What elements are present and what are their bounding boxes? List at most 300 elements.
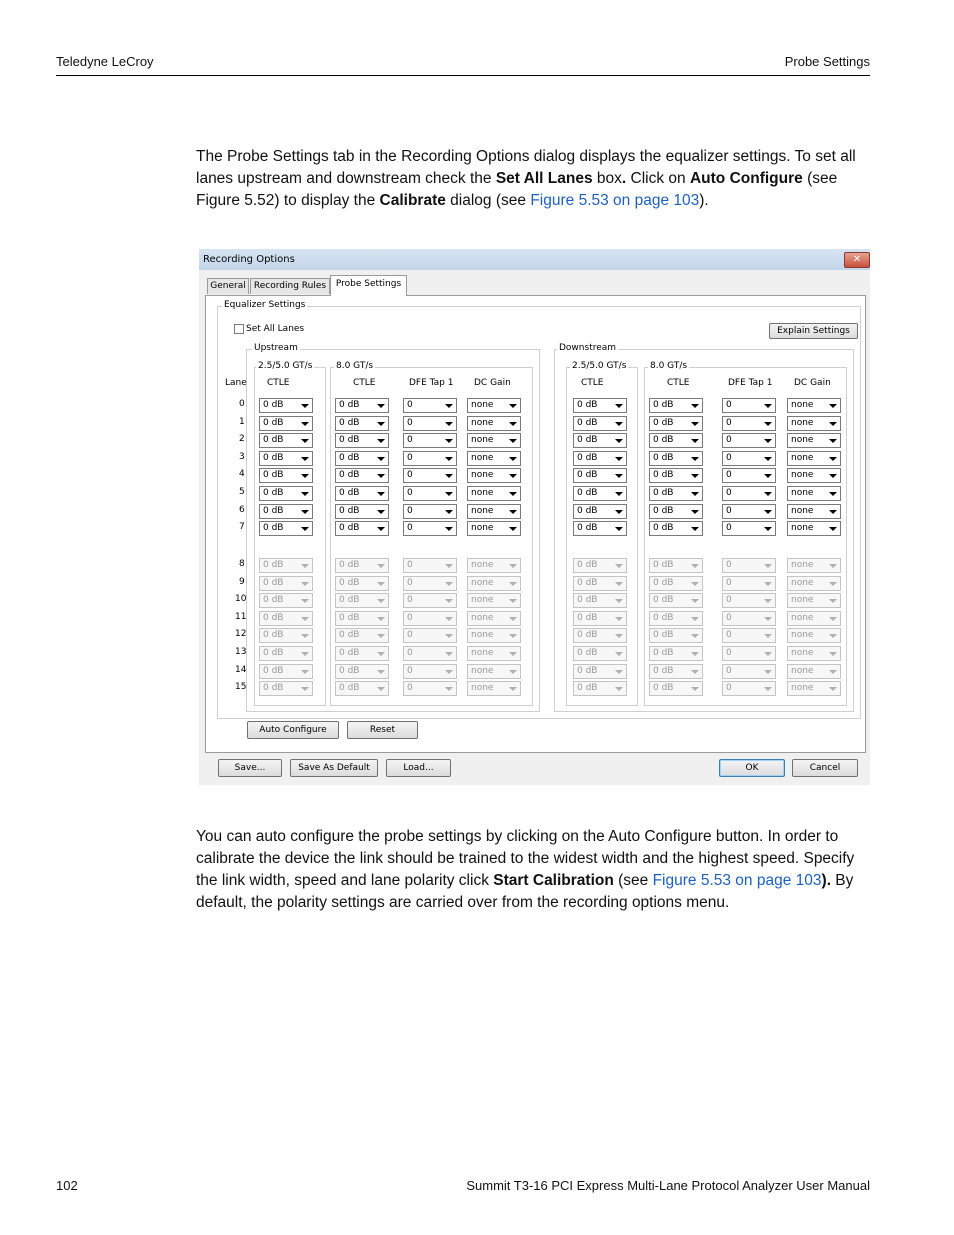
dropdown-value: 0 dB <box>339 417 360 428</box>
chevron-down-icon <box>509 582 517 586</box>
upstream-dropdown <box>259 646 313 661</box>
downstream-dropdown <box>573 628 627 643</box>
chevron-down-icon <box>691 492 699 496</box>
dropdown-value: 0 <box>407 648 413 658</box>
chevron-down-icon <box>691 527 699 531</box>
page-number: 102 <box>56 1178 78 1193</box>
upstream-dropdown[interactable] <box>259 416 313 431</box>
downstream-dropdown[interactable] <box>649 416 703 431</box>
chevron-down-icon <box>764 670 772 674</box>
downstream-dropdown <box>722 681 776 696</box>
chevron-down-icon <box>615 634 623 638</box>
upstream-dropdown <box>259 593 313 608</box>
dropdown-value: 0 dB <box>339 488 360 498</box>
dropdown-value: 0 dB <box>263 417 284 428</box>
downstream-dropdown[interactable] <box>787 398 841 413</box>
chevron-down-icon <box>829 652 837 656</box>
downstream-dropdown[interactable] <box>573 433 627 448</box>
dropdown-value: 0 <box>407 400 413 410</box>
set-all-lanes-checkbox[interactable] <box>234 324 244 334</box>
downstream-dropdown[interactable] <box>722 468 776 483</box>
upstream-dropdown[interactable] <box>335 398 389 413</box>
chevron-down-icon <box>445 617 453 621</box>
dropdown-value: 0 dB <box>263 470 284 481</box>
chevron-down-icon <box>691 582 699 586</box>
chevron-down-icon <box>377 510 385 514</box>
dropdown-value: none <box>471 400 494 410</box>
upstream-dropdown[interactable] <box>259 504 313 519</box>
upstream-dropdown <box>403 611 457 626</box>
chevron-down-icon <box>829 404 837 408</box>
dropdown-value: 0 dB <box>263 595 284 606</box>
upstream-dropdown[interactable] <box>467 433 521 448</box>
set-all-lanes-label: Set All Lanes <box>246 324 305 334</box>
chevron-down-icon <box>764 634 772 638</box>
upstream-dropdown[interactable] <box>467 416 521 431</box>
chevron-down-icon <box>764 599 772 603</box>
upstream-dropdown[interactable] <box>403 451 457 466</box>
dropdown-value: 0 dB <box>577 612 598 623</box>
downstream-dropdown[interactable] <box>649 433 703 448</box>
chevron-down-icon <box>301 474 309 478</box>
chevron-down-icon <box>509 439 517 443</box>
downstream-col-header: DC Gain <box>794 378 831 388</box>
upstream-dropdown <box>259 681 313 696</box>
downstream-dropdown[interactable] <box>722 433 776 448</box>
upstream-dropdown[interactable] <box>335 433 389 448</box>
dropdown-value: 0 <box>407 523 413 534</box>
chevron-down-icon <box>829 670 837 674</box>
downstream-dropdown[interactable] <box>722 521 776 536</box>
chevron-down-icon <box>615 687 623 691</box>
downstream-dropdown[interactable] <box>787 451 841 466</box>
chevron-down-icon <box>615 670 623 674</box>
downstream-col-header: CTLE <box>667 378 690 388</box>
chevron-down-icon <box>445 492 453 496</box>
dropdown-value: 0 dB <box>339 665 360 676</box>
dropdown-value: 0 dB <box>263 488 284 498</box>
upstream-dropdown[interactable] <box>259 468 313 483</box>
upstream-dropdown <box>335 611 389 626</box>
dropdown-value: none <box>791 452 814 463</box>
save-as-default-button[interactable]: Save As Default <box>290 759 378 777</box>
upstream-dropdown <box>467 593 521 608</box>
chevron-down-icon <box>615 474 623 478</box>
dropdown-value: 0 <box>726 630 732 641</box>
downstream-dropdown <box>649 628 703 643</box>
explain-settings-button[interactable]: Explain Settings <box>769 323 858 339</box>
chevron-down-icon <box>377 687 385 691</box>
downstream-dropdown <box>573 576 627 591</box>
dropdown-value: 0 <box>726 400 732 410</box>
upstream-dropdown <box>403 664 457 679</box>
chevron-down-icon <box>301 564 309 568</box>
dropdown-value: 0 dB <box>263 577 284 588</box>
dropdown-value: 0 <box>726 452 732 463</box>
chevron-down-icon <box>829 582 837 586</box>
chevron-down-icon <box>445 404 453 408</box>
downstream-dropdown[interactable] <box>649 521 703 536</box>
chevron-down-icon <box>764 474 772 478</box>
dropdown-value: 0 dB <box>653 612 674 623</box>
dropdown-value: 0 <box>407 435 413 446</box>
chevron-down-icon <box>691 510 699 514</box>
chevron-down-icon <box>829 634 837 638</box>
downstream-dropdown[interactable] <box>649 486 703 501</box>
upstream-dropdown <box>467 681 521 696</box>
dropdown-value: 0 dB <box>577 595 598 606</box>
upstream-label: Upstream <box>254 343 298 353</box>
chevron-down-icon <box>301 510 309 514</box>
upstream-dropdown[interactable] <box>335 521 389 536</box>
auto-configure-button[interactable]: Auto Configure <box>247 721 339 739</box>
cancel-button[interactable]: Cancel <box>792 759 858 777</box>
upstream-col-header: DFE Tap 1 <box>409 378 454 388</box>
chevron-down-icon <box>764 457 772 461</box>
reset-button[interactable]: Reset <box>347 721 418 739</box>
chevron-down-icon <box>829 422 837 426</box>
chevron-down-icon <box>377 634 385 638</box>
upstream-dropdown[interactable] <box>259 451 313 466</box>
upstream-dropdown[interactable] <box>403 486 457 501</box>
upstream-col-header: CTLE <box>267 378 290 388</box>
upstream-dropdown <box>259 576 313 591</box>
lane-number: 6 <box>239 504 245 515</box>
dropdown-value: none <box>471 488 494 498</box>
upstream-dropdown[interactable] <box>467 521 521 536</box>
dropdown-value: 0 dB <box>577 417 598 428</box>
dropdown-value: 0 dB <box>263 400 284 410</box>
chevron-down-icon <box>509 687 517 691</box>
downstream-dropdown <box>722 646 776 661</box>
chevron-down-icon <box>691 634 699 638</box>
upstream-dropdown <box>467 628 521 643</box>
downstream-dropdown[interactable] <box>573 398 627 413</box>
dropdown-value: 0 dB <box>339 505 360 516</box>
tab-probe-settings[interactable]: Probe Settings <box>330 275 407 296</box>
downstream-dropdown[interactable] <box>787 433 841 448</box>
upstream-dropdown[interactable] <box>403 504 457 519</box>
dropdown-value: none <box>791 648 814 658</box>
chevron-down-icon <box>615 564 623 568</box>
lane-number: 15 <box>235 682 247 693</box>
dropdown-value: 0 <box>407 417 413 428</box>
ok-button[interactable]: OK <box>719 759 785 777</box>
lane-number: 3 <box>239 451 245 462</box>
dropdown-value: 0 <box>726 648 732 658</box>
downstream-dropdown[interactable] <box>573 468 627 483</box>
chevron-down-icon <box>615 582 623 586</box>
upstream-dropdown <box>335 558 389 573</box>
dropdown-value: 0 dB <box>653 577 674 588</box>
downstream-dropdown[interactable] <box>649 451 703 466</box>
upstream-dropdown[interactable] <box>259 486 313 501</box>
dropdown-value: 0 <box>407 612 413 623</box>
dropdown-value: 0 dB <box>577 470 598 481</box>
dropdown-value: 0 dB <box>577 452 598 463</box>
dropdown-value: 0 <box>407 452 413 463</box>
chevron-down-icon <box>445 439 453 443</box>
dropdown-value: 0 <box>726 683 732 694</box>
dropdown-value: none <box>791 488 814 498</box>
downstream-dropdown[interactable] <box>722 416 776 431</box>
dialog-title: Recording Options <box>203 254 295 265</box>
dropdown-value: none <box>791 505 814 516</box>
upstream-dropdown[interactable] <box>467 504 521 519</box>
dropdown-value: 0 dB <box>263 630 284 641</box>
chevron-down-icon <box>691 564 699 568</box>
upstream-dropdown[interactable] <box>403 433 457 448</box>
downstream-dropdown[interactable] <box>649 468 703 483</box>
downstream-dropdown <box>787 593 841 608</box>
dropdown-value: 0 dB <box>653 488 674 498</box>
downstream-dropdown[interactable] <box>573 416 627 431</box>
dropdown-value: 0 dB <box>653 560 674 570</box>
downstream-col-header: CTLE <box>581 378 604 388</box>
chevron-down-icon <box>829 492 837 496</box>
dropdown-value: 0 dB <box>263 452 284 463</box>
lane-header: Lane <box>225 378 247 388</box>
chevron-down-icon <box>377 652 385 656</box>
upstream-dropdown <box>259 628 313 643</box>
chevron-down-icon <box>377 404 385 408</box>
chevron-down-icon <box>691 439 699 443</box>
upstream-dropdown <box>403 576 457 591</box>
downstream-dropdown[interactable] <box>787 504 841 519</box>
chevron-down-icon <box>509 457 517 461</box>
dialog-titlebar <box>199 249 870 270</box>
downstream-dropdown[interactable] <box>787 486 841 501</box>
dropdown-value: 0 <box>726 560 732 570</box>
load-button[interactable]: Load... <box>386 759 451 777</box>
upstream-low-rate-label: 2.5/5.0 GT/s <box>258 361 313 371</box>
downstream-low-rate-label: 2.5/5.0 GT/s <box>572 361 627 371</box>
upstream-dropdown <box>335 664 389 679</box>
chevron-down-icon <box>445 422 453 426</box>
chevron-down-icon <box>829 439 837 443</box>
dropdown-value: 0 dB <box>263 560 284 570</box>
upstream-col-header: DC Gain <box>474 378 511 388</box>
lane-number: 2 <box>239 434 245 445</box>
dropdown-value: 0 <box>726 470 732 481</box>
lane-number: 13 <box>235 647 247 657</box>
downstream-dropdown <box>649 593 703 608</box>
dropdown-value: 0 dB <box>653 435 674 446</box>
upstream-dropdown[interactable] <box>259 398 313 413</box>
chevron-down-icon <box>377 564 385 568</box>
dropdown-value: 0 <box>726 612 732 623</box>
dropdown-value: 0 dB <box>653 630 674 641</box>
dropdown-value: 0 dB <box>339 612 360 623</box>
figure-link[interactable]: Figure 5.53 on page 103 <box>530 192 700 209</box>
dropdown-value: 0 <box>407 505 413 516</box>
upstream-dropdown[interactable] <box>259 433 313 448</box>
downstream-dropdown[interactable] <box>787 468 841 483</box>
chevron-down-icon <box>764 582 772 586</box>
chevron-down-icon <box>615 527 623 531</box>
dropdown-value: none <box>471 452 494 463</box>
save-button[interactable]: Save... <box>218 759 282 777</box>
chevron-down-icon <box>691 457 699 461</box>
upstream-dropdown <box>403 593 457 608</box>
dropdown-value: 0 dB <box>339 577 360 588</box>
downstream-dropdown[interactable] <box>573 451 627 466</box>
chevron-down-icon <box>509 422 517 426</box>
dropdown-value: 0 dB <box>577 560 598 570</box>
chevron-down-icon <box>829 510 837 514</box>
upstream-dropdown[interactable] <box>335 468 389 483</box>
tab-general[interactable]: General <box>207 278 249 294</box>
chevron-down-icon <box>691 652 699 656</box>
downstream-dropdown <box>649 681 703 696</box>
close-icon[interactable]: ✕ <box>844 252 870 268</box>
downstream-dropdown <box>649 576 703 591</box>
downstream-dropdown <box>722 664 776 679</box>
downstream-dropdown[interactable] <box>649 398 703 413</box>
downstream-dropdown[interactable] <box>649 504 703 519</box>
downstream-dropdown <box>722 611 776 626</box>
upstream-dropdown[interactable] <box>335 504 389 519</box>
chevron-down-icon <box>509 617 517 621</box>
dropdown-value: 0 dB <box>577 683 598 694</box>
lane-number: 12 <box>235 629 247 640</box>
dropdown-value: 0 dB <box>263 665 284 676</box>
dropdown-value: 0 dB <box>263 523 284 534</box>
chevron-down-icon <box>691 617 699 621</box>
upstream-dropdown[interactable] <box>467 486 521 501</box>
dropdown-value: 0 <box>407 560 413 570</box>
downstream-dropdown <box>787 576 841 591</box>
dropdown-value: 0 dB <box>577 523 598 534</box>
chevron-down-icon <box>764 439 772 443</box>
lane-number: 8 <box>239 559 245 569</box>
dropdown-value: 0 dB <box>263 435 284 446</box>
chevron-down-icon <box>691 404 699 408</box>
equalizer-settings-label: Equalizer Settings <box>224 300 306 310</box>
downstream-dropdown[interactable] <box>787 416 841 431</box>
dropdown-value: none <box>471 505 494 516</box>
chevron-down-icon <box>301 439 309 443</box>
chevron-down-icon <box>301 617 309 621</box>
figure-link-2[interactable]: Figure 5.53 on page 103 <box>652 872 822 889</box>
downstream-dropdown <box>649 664 703 679</box>
dropdown-value: none <box>471 417 494 428</box>
chevron-down-icon <box>445 599 453 603</box>
dropdown-value: none <box>791 665 814 676</box>
intro-paragraph: The Probe Settings tab in the Recording Options dialog displays the equalizer settings. To set all lanes upstream and downstream check the Set All Lanes box. Click on Auto Configure (see Figure 5.52) to display the Calibrate dialog (see Figure 5.53 on page 103). <box>196 148 856 209</box>
downstream-dropdown <box>573 611 627 626</box>
upstream-dropdown[interactable] <box>403 398 457 413</box>
downstream-dropdown[interactable] <box>722 451 776 466</box>
recording-options-dialog <box>199 249 870 785</box>
upstream-dropdown[interactable] <box>467 398 521 413</box>
upstream-dropdown[interactable] <box>335 451 389 466</box>
chevron-down-icon <box>691 687 699 691</box>
chevron-down-icon <box>615 652 623 656</box>
dropdown-value: 0 dB <box>653 505 674 516</box>
header-rule <box>56 75 870 76</box>
upstream-dropdown <box>335 628 389 643</box>
downstream-dropdown <box>787 628 841 643</box>
dropdown-value: none <box>791 417 814 428</box>
chevron-down-icon <box>301 492 309 496</box>
dropdown-value: 0 dB <box>339 630 360 641</box>
chevron-down-icon <box>509 652 517 656</box>
downstream-dropdown <box>787 664 841 679</box>
chevron-down-icon <box>377 457 385 461</box>
downstream-dropdown <box>573 646 627 661</box>
chevron-down-icon <box>691 474 699 478</box>
downstream-dropdown[interactable] <box>573 521 627 536</box>
chevron-down-icon <box>829 564 837 568</box>
tab-recording-rules[interactable]: Recording Rules <box>250 278 330 294</box>
header-left: Teledyne LeCroy <box>56 54 154 69</box>
chevron-down-icon <box>691 422 699 426</box>
downstream-dropdown[interactable] <box>722 504 776 519</box>
upstream-dropdown[interactable] <box>467 468 521 483</box>
upstream-dropdown[interactable] <box>403 521 457 536</box>
downstream-dropdown <box>787 611 841 626</box>
dropdown-value: none <box>791 630 814 641</box>
downstream-dropdown[interactable] <box>722 486 776 501</box>
downstream-dropdown <box>573 681 627 696</box>
chevron-down-icon <box>615 422 623 426</box>
chevron-down-icon <box>764 492 772 496</box>
lane-number: 7 <box>239 522 245 533</box>
dropdown-value: none <box>791 435 814 446</box>
chevron-down-icon <box>509 474 517 478</box>
dropdown-value: 0 dB <box>263 683 284 694</box>
chevron-down-icon <box>764 564 772 568</box>
upstream-dropdown[interactable] <box>335 486 389 501</box>
dropdown-value: 0 dB <box>653 452 674 463</box>
dropdown-value: 0 <box>407 595 413 606</box>
dropdown-value: 0 <box>407 683 413 694</box>
chevron-down-icon <box>377 474 385 478</box>
upstream-dropdown <box>403 628 457 643</box>
upstream-dropdown[interactable] <box>403 468 457 483</box>
downstream-dropdown <box>722 628 776 643</box>
upstream-dropdown[interactable] <box>467 451 521 466</box>
dropdown-value: none <box>471 435 494 446</box>
downstream-dropdown[interactable] <box>573 486 627 501</box>
downstream-dropdown[interactable] <box>573 504 627 519</box>
chevron-down-icon <box>764 422 772 426</box>
dropdown-value: none <box>791 612 814 623</box>
downstream-high-rate-label: 8.0 GT/s <box>650 361 688 371</box>
dropdown-value: 0 dB <box>653 417 674 428</box>
chevron-down-icon <box>301 422 309 426</box>
header-right: Probe Settings <box>784 54 870 69</box>
downstream-dropdown[interactable] <box>722 398 776 413</box>
upstream-dropdown[interactable] <box>403 416 457 431</box>
downstream-dropdown[interactable] <box>787 521 841 536</box>
chevron-down-icon <box>377 439 385 443</box>
dropdown-value: 0 <box>726 417 732 428</box>
chevron-down-icon <box>301 599 309 603</box>
downstream-dropdown <box>787 646 841 661</box>
chevron-down-icon <box>615 439 623 443</box>
chevron-down-icon <box>377 582 385 586</box>
upstream-dropdown[interactable] <box>335 416 389 431</box>
chevron-down-icon <box>377 492 385 496</box>
dropdown-value: 0 dB <box>577 630 598 641</box>
upstream-dropdown[interactable] <box>259 521 313 536</box>
lane-number: 14 <box>235 664 247 675</box>
dropdown-value: 0 dB <box>653 648 674 658</box>
chevron-down-icon <box>615 457 623 461</box>
upstream-dropdown <box>403 681 457 696</box>
